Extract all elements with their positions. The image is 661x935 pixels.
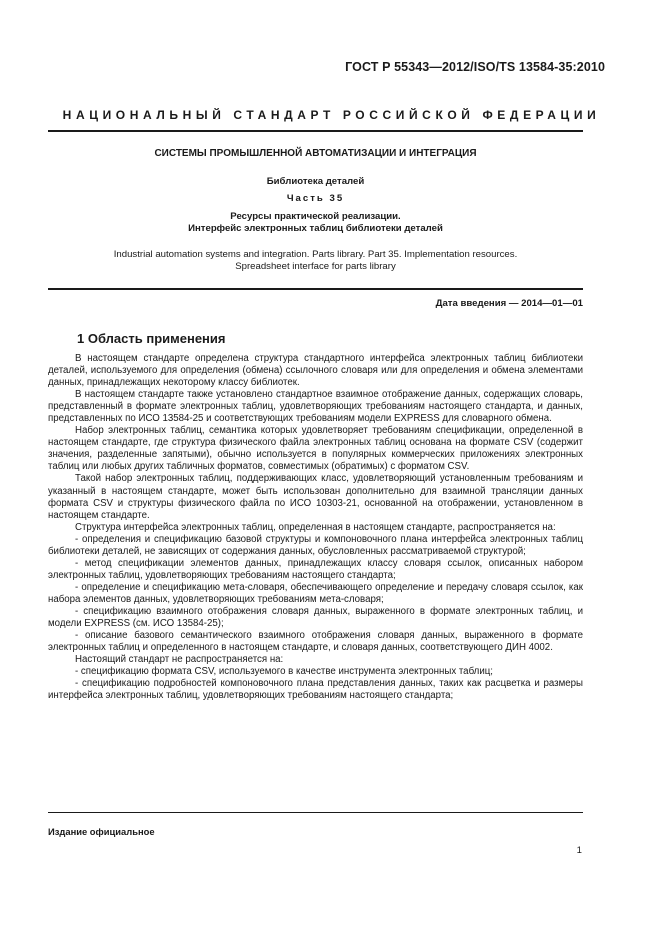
paragraph: Такой набор электронных таблиц, поддерживающих класс, удовлетворяющий установленным требованиям и указанный в настоящем стандарте, может быть использован дополнительно для взаимной трансляции данных формата CSV и структуры физического файла по ИСО 10303-21, основанной на отображении, установленном в настоящем стандарте.	[48, 473, 583, 521]
national-standard-banner: НАЦИОНАЛЬНЫЙ СТАНДАРТ РОССИЙСКОЙ ФЕДЕРАЦИИ	[62, 108, 601, 122]
standard-title-part: Часть 35	[286, 193, 345, 204]
paragraph: Структура интерфейса электронных таблиц, определенная в настоящем стандарте, распространяется на:	[75, 521, 556, 533]
list-item: - определения и спецификацию базовой структуры и компоновочного плана интерфейса электронных таблиц библиотеки деталей, не зависящих от содержания данных, обусловленных рассматриваемой структурой;	[48, 533, 583, 557]
section-heading: 1 Область применения	[77, 331, 226, 346]
list-item: - спецификацию подробностей компоновочного плана представления данных, таких как расцветка и размеры интерфейса электронных таблиц, удовлетворяющих требованиям настоящего стандарта;	[48, 678, 583, 702]
paragraph: В настоящем стандарте определена структура стандартного интерфейса электронных таблиц библиотеки деталей, используемого для определения (обмена) ссылочного словаря или для определения и обмена элементами данных, принадлежащих некоторому классу библиотек.	[48, 353, 583, 389]
list-item: - спецификацию взаимного отображения словаря данных, выраженного в формате электронных таблиц, и модели EXPRESS (см. ИСО 13584-25);	[48, 605, 583, 630]
english-title	[48, 249, 583, 273]
english-title-line-2: Spreadsheet interface for parts library	[235, 261, 396, 272]
resources-line-1: Ресурсы практической реализации.	[230, 211, 401, 222]
edition-label: Издание официальное	[48, 826, 155, 837]
list-item: - определение и спецификацию мета-словаря, обеспечивающего определение и передачу словаря ссылок, как набора элементов данных, удовлетворяющих требованиям мета-словаря;	[48, 581, 583, 605]
paragraph: В настоящем стандарте также установлено стандартное взаимное отображение данных, содержащих словарь, представленный в формате электронных таблиц, удовлетворяющих требованиям настоящего стандарта, и данных, представленных по ИСО 13584-25 и соответствующих требованиям модели EXPRESS для словарного обмена.	[48, 389, 583, 425]
english-title-line-1: Industrial automation systems and integration. Parts library. Part 35. Implementation resources.	[113, 249, 518, 260]
introduction-date: Дата введения — 2014—01—01	[435, 298, 583, 309]
footer-divider	[48, 812, 583, 813]
page-number: 1	[576, 845, 582, 856]
standard-title-library: Библиотека деталей	[266, 176, 365, 187]
document-code: ГОСТ Р 55343—2012/ISO/TS 13584-35:2010	[345, 60, 605, 74]
list-item: - метод спецификации элементов данных, принадлежащих классу словаря ссылок, описанных набором электронных таблиц, удовлетворяющих требованиям настоящего стандарта;	[48, 557, 583, 581]
standard-title-resources	[48, 211, 583, 235]
list-item: - описание базового семантического взаимного отображения словаря данных, выраженного в формате электронных таблиц и определенного в настоящем стандарте, и словаря данных, соответствующего ДИН 4002.	[48, 630, 583, 654]
list-item: - спецификацию формата CSV, используемого в качестве инструмента электронных таблиц;	[75, 666, 493, 678]
paragraph: Набор электронных таблиц, семантика которых удовлетворяет требованиям спецификации, определенной в настоящем стандарте, где структура физического файла электронных таблиц основана на формате CSV (содержит значения, разделенные запятыми), обычно используется в популярных коммерческих приложениях электронных таблиц или любых других табличных форматов, совместимых (обратимых) с форматом CSV.	[48, 425, 583, 473]
title-divider	[48, 288, 583, 290]
section-body	[48, 353, 583, 702]
resources-line-2: Интерфейс электронных таблиц библиотеки деталей	[188, 223, 443, 234]
top-divider	[48, 130, 583, 132]
standard-title-main: СИСТЕМЫ ПРОМЫШЛЕННОЙ АВТОМАТИЗАЦИИ И ИНТЕГРАЦИЯ	[154, 148, 477, 159]
paragraph: Настоящий стандарт не распространяется на:	[75, 654, 284, 666]
